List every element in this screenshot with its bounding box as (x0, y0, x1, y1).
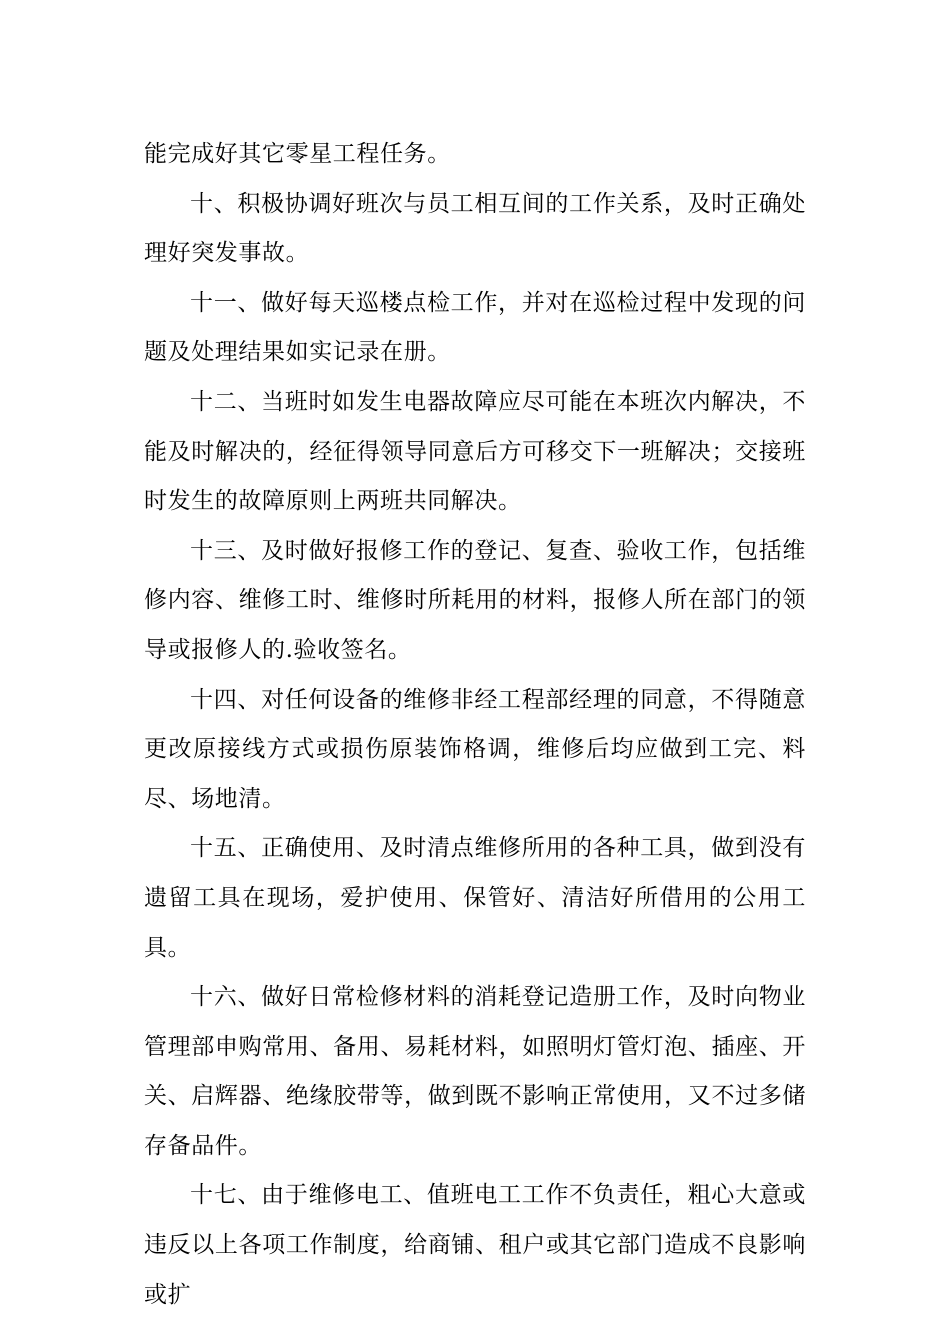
paragraph-item-13: 十三、及时做好报修工作的登记、复查、验收工作，包括维修内容、维修工时、维修时所耗用的材料，报修人所在部门的领导或报修人的.验收签名。 (144, 537, 806, 663)
paragraph-item-11: 十一、做好每天巡楼点检工作，并对在巡检过程中发现的问题及处理结果如实记录在册。 (144, 289, 806, 366)
paragraph-item-16: 十六、做好日常检修材料的消耗登记造册工作，及时向物业管理部申购常用、备用、易耗材料，如照明灯管灯泡、插座、开关、启辉器、绝缘胶带等，做到既不影响正常使用，又不过多储存备品件。 (144, 984, 806, 1159)
paragraph-item-12: 十二、当班时如发生电器故障应尽可能在本班次内解决，不能及时解决的，经征得领导同意后方可移交下一班解决；交接班时发生的故障原则上两班共同解决。 (144, 388, 806, 515)
paragraph-continuation: 能完成好其它零星工程任务。 (144, 141, 451, 167)
paragraph-item-17: 十七、由于维修电工、值班电工工作不负责任，粗心大意或违反以上各项工作制度，给商铺、租户或其它部门造成不良影响或扩 (144, 1182, 806, 1308)
paragraph-item-10: 十、积极协调好班次与员工相互间的工作关系，及时正确处理好突发事故。 (144, 190, 806, 267)
paragraph-item-14: 十四、对任何设备的维修非经工程部经理的同意，不得随意更改原接线方式或损伤原装饰格调，维修后均应做到工完、料尽、场地清。 (144, 686, 806, 812)
document-body (144, 130, 806, 1320)
paragraph-item-15: 十五、正确使用、及时清点维修所用的各种工具，做到没有遗留工具在现场，爱护使用、保管好、清洁好所借用的公用工具。 (144, 835, 806, 961)
